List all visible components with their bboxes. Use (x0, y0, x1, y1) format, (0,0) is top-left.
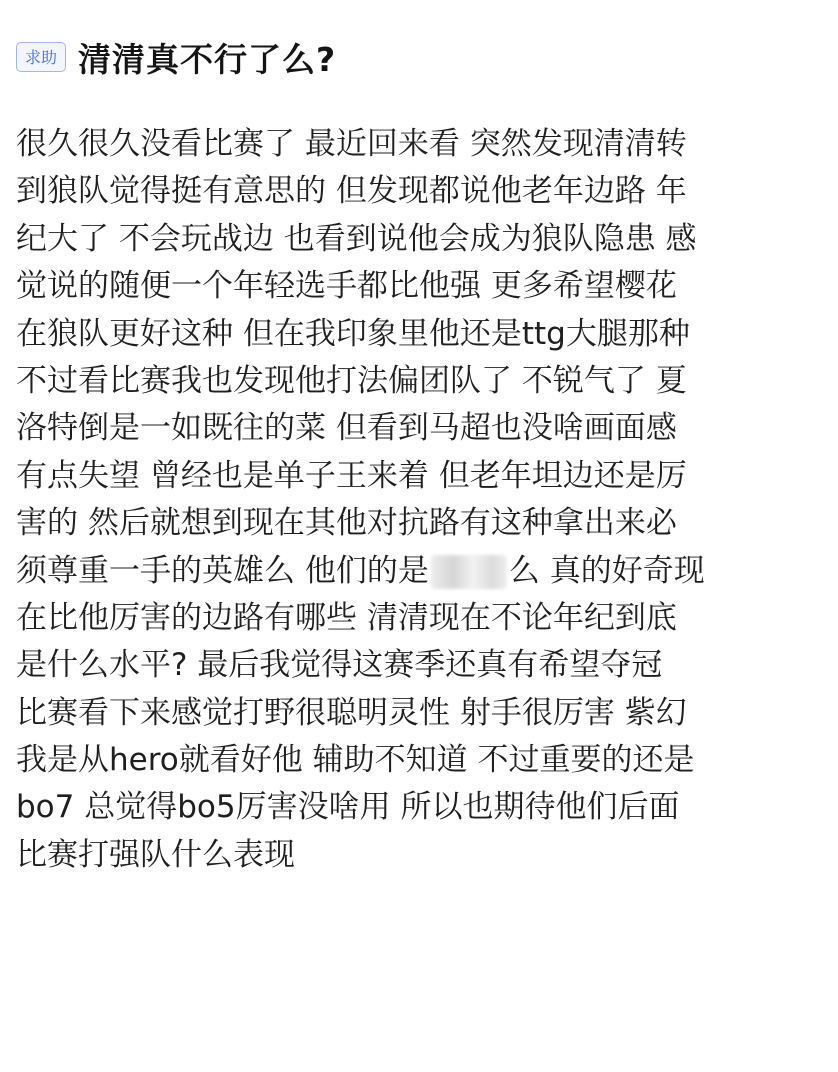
body-line: 觉说的随便一个年轻选手都比他强 更多希望樱花 (16, 268, 677, 305)
blurred-redaction (431, 555, 507, 589)
body-line-segment: 须尊重一手的英雄么 他们的是 (16, 552, 429, 589)
body-line: 我是从hero就看好他 辅助不知道 不过重要的还是 (16, 742, 695, 779)
body-line: 比赛看下来感觉打野很聪明灵性 射手很厉害 紫幻 (16, 694, 687, 731)
body-line: 在比他厉害的边路有哪些 清清现在不论年纪到底 (16, 599, 677, 636)
post-body (16, 121, 826, 879)
body-line-segment: 么 真的好奇现 (508, 552, 705, 589)
post-title: 清清真不行了么? (78, 39, 337, 79)
body-line: 在狼队更好这种 但在我印象里他还是ttg大腿那种 (16, 315, 690, 352)
help-tag-badge[interactable]: 求助 (16, 42, 66, 72)
body-line: 洛特倒是一如既往的菜 但看到马超也没啥画面感 (16, 410, 677, 447)
body-line: 比赛打强队什么表现 (16, 836, 295, 873)
body-line: 不过看比赛我也发现他打法偏团队了 不锐气了 夏 (16, 362, 687, 399)
body-line: 纪大了 不会玩战边 也看到说他会成为狼队隐患 感 (16, 220, 697, 257)
body-line-with-redaction (16, 548, 826, 595)
body-line: bo7 总觉得bo5厉害没啥用 所以也期待他们后面 (16, 789, 680, 826)
body-line: 是什么水平? 最后我觉得这赛季还真有希望夺冠 (16, 647, 663, 684)
body-line: 有点失望 曾经也是单子王来着 但老年坦边还是厉 (16, 457, 687, 494)
body-line: 到狼队觉得挺有意思的 但发现都说他老年边路 年 (16, 173, 687, 210)
body-line: 很久很久没看比赛了 最近回来看 突然发现清清转 (16, 126, 687, 162)
body-line: 害的 然后就想到现在其他对抗路有这种拿出来必 (16, 505, 677, 542)
post-header (16, 34, 336, 80)
